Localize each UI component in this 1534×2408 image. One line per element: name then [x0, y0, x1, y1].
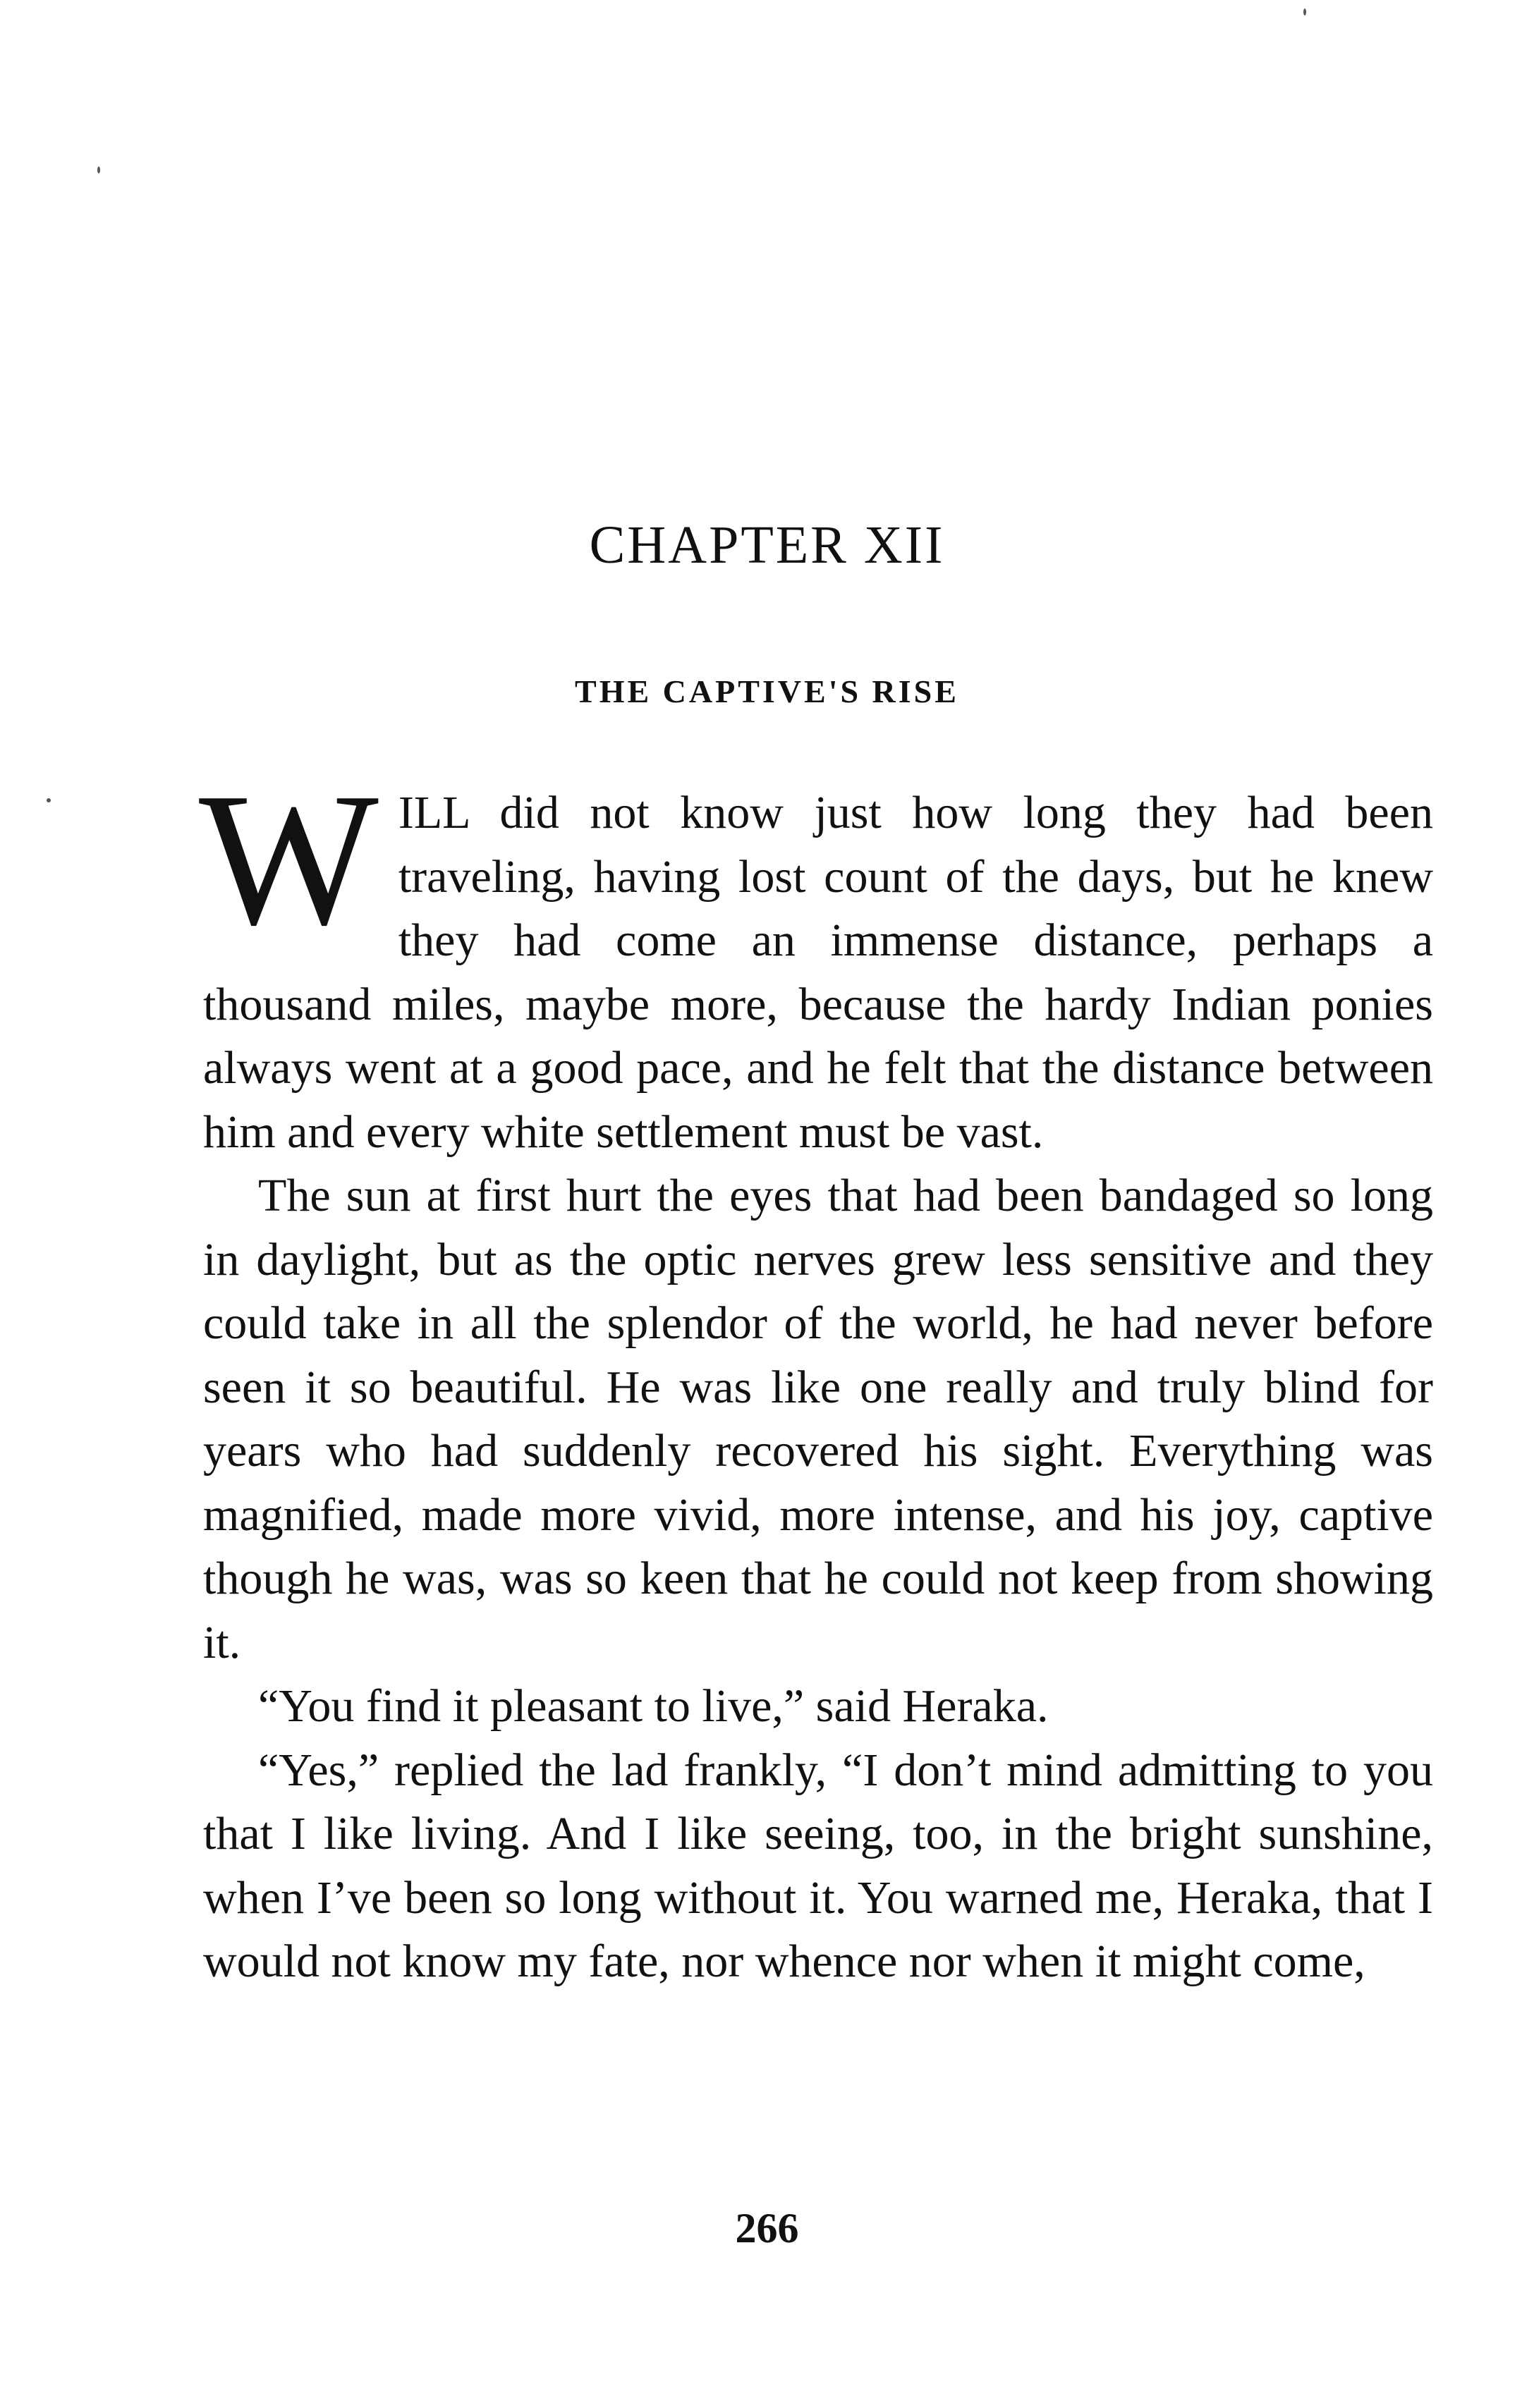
- drop-cap: W: [199, 754, 379, 965]
- paragraph-2: The sun at first hurt the eyes that had been bandaged so long in daylight, but as the optic nerves grew less sensitive and they could take in all the splendor of the world, he had never before seen it so beautiful. He was like one really and truly blind for years who had suddenly recovered his sight. Everything was magnified, made more vivid, more intense, and his joy, captive though he was, was so keen that he could not keep from showing it.: [203, 1170, 1433, 1668]
- paragraph-4: “Yes,” replied the lad frankly, “I don’t mind admitting to you that I like living. And I like seeing, too, in the bright sunshine, when I’ve been so long without it. You warned me, Heraka, that I would not know my fate, nor whence nor when it might come,: [203, 1744, 1433, 1987]
- page-number: 266: [735, 2205, 799, 2251]
- chapter-heading: CHAPTER XII: [589, 515, 945, 575]
- body-text: [199, 754, 1433, 1994]
- chapter-subtitle: THE CAPTIVE'S RISE: [575, 673, 959, 709]
- paragraph-3: “You find it pleasant to live,” said Heraka.: [258, 1680, 1049, 1732]
- ink-speck: [47, 798, 51, 802]
- paragraph-1: [199, 754, 1433, 1164]
- ink-speck: [97, 166, 100, 173]
- paragraph-1-text: ILL did not know just how long they had been traveling, having lost count of the days, but he knew they had come an immense distance, perhaps a thousand miles, maybe more, because the hardy Indian ponies always went at a good pace, and he felt that the distance between him and every white settlement must be vast.: [203, 787, 1433, 1158]
- ink-speck: [1303, 8, 1306, 16]
